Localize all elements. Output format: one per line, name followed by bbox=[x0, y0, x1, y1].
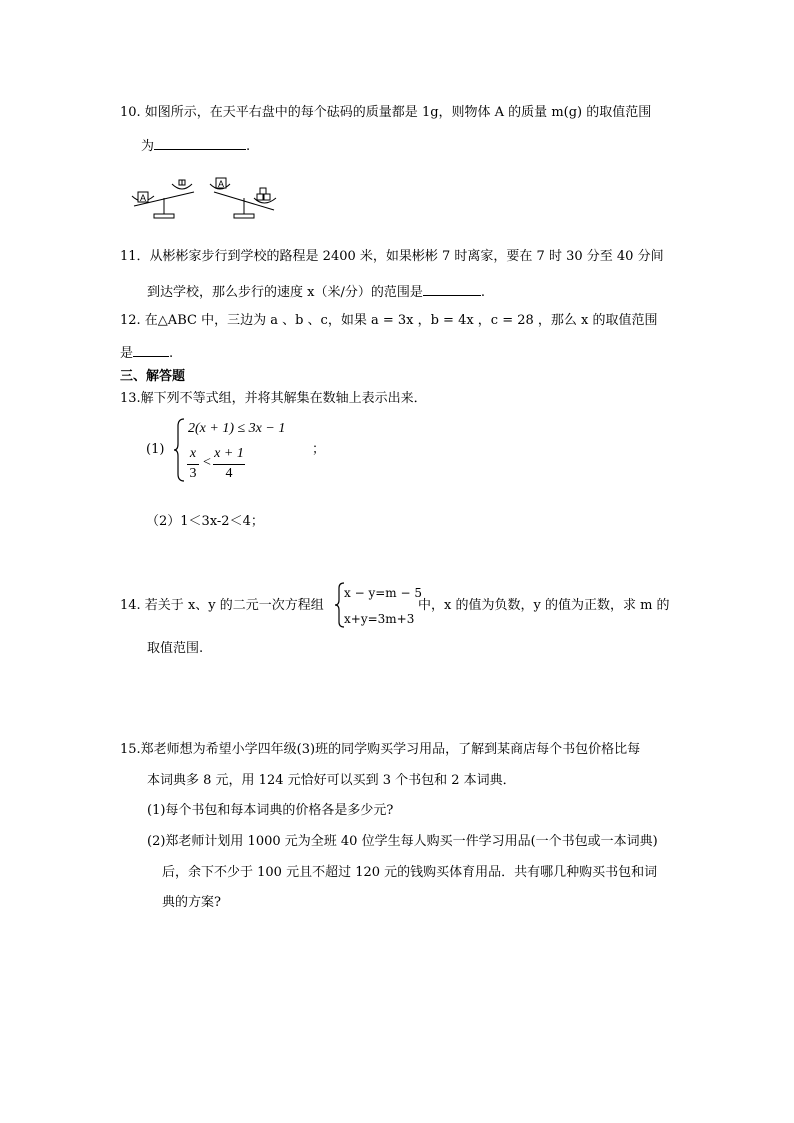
q13-part1-label: (1) bbox=[146, 442, 165, 457]
q10-line2 bbox=[141, 135, 250, 156]
q10-prefix: 为 bbox=[141, 139, 155, 154]
q11-suffix: . bbox=[480, 285, 485, 300]
q14-prefix: 14. 若关于 x、y 的二元一次方程组 bbox=[120, 598, 324, 613]
q15-sub2-line2: 后，余下不少于 100 元且不超过 120 元的钱购买体育用品．共有哪几种购买书包和词 bbox=[162, 865, 658, 880]
q13-frac-left-den: 3 bbox=[189, 466, 197, 481]
q14-equation1: x − y=m − 5 bbox=[344, 586, 422, 600]
q13-lt-sign: < bbox=[203, 455, 211, 470]
left-box-label: A bbox=[140, 193, 147, 203]
q13-frac-left-bar bbox=[187, 464, 199, 465]
q12-answer-blank bbox=[133, 342, 169, 357]
q12-line1: 12. 在△ABC 中，三边为 a 、b 、c，如果 a = 3x ，b = 4x ，c = 28 ，那么 x 的取值范围 bbox=[120, 313, 658, 328]
q13-part2: （2）1＜3x-2＜4； bbox=[146, 514, 264, 529]
q13-semicolon: ； bbox=[312, 442, 326, 457]
q13-frac-left-num: x bbox=[189, 446, 197, 461]
q15-line1: 15.郑老师想为希望小学四年级(3)班的同学购买学习用品，了解到某商店每个书包价格比每 bbox=[120, 742, 641, 757]
q11-prefix: 到达学校，那么步行的速度 x（米/分）的范围是 bbox=[147, 285, 423, 300]
q13-equation1: 2(x + 1) ≤ 3x − 1 bbox=[188, 421, 286, 436]
q13-system-brace bbox=[174, 418, 186, 482]
q13-frac-right-num: x + 1 bbox=[214, 446, 244, 461]
q12-line2 bbox=[120, 342, 173, 363]
q13-frac-right-den: 4 bbox=[225, 466, 233, 481]
q10-answer-blank bbox=[154, 135, 246, 150]
q11-answer-blank bbox=[423, 281, 481, 296]
right-box-label: A bbox=[218, 179, 225, 189]
q14-equation2: x+y=3m+3 bbox=[344, 612, 415, 626]
q15-sub2-line1: (2)郑老师计划用 1000 元为全班 40 位学生每人购买一件学习用品(一个书包或一本词典) bbox=[147, 834, 658, 849]
q11-line2 bbox=[147, 281, 485, 302]
q15-sub1: (1)每个书包和每本词典的价格各是多少元? bbox=[147, 803, 394, 818]
q10-suffix: . bbox=[246, 139, 251, 154]
q14-suffix: 中，x 的值为负数，y 的值为正数，求 m 的 bbox=[418, 598, 670, 613]
q15-line2: 本词典多 8 元，用 124 元恰好可以买到 3 个书包和 2 本词典． bbox=[147, 773, 516, 788]
q11-line1: 11．从彬彬家步行到学校的路程是 2400 米，如果彬彬 7 时离家，要在 7 时 30 分至 40 分间 bbox=[120, 249, 664, 264]
q12-suffix: . bbox=[169, 346, 174, 361]
q10-line1: 10. 如图所示，在天平右盘中的每个砝码的质量都是 1g，则物体 A 的质量 m(g) 的取值范围 bbox=[120, 105, 652, 120]
q14-line2: 取值范围. bbox=[147, 641, 204, 656]
q13-stem: 13.解下列不等式组，并将其解集在数轴上表示出来． bbox=[120, 391, 427, 406]
q15-sub2-line3: 典的方案? bbox=[162, 895, 221, 910]
balance-scale-figure bbox=[130, 176, 280, 230]
q13-frac-right-bar bbox=[213, 464, 245, 465]
q12-prefix: 是 bbox=[120, 346, 134, 361]
section-title: 三、解答题 bbox=[120, 369, 186, 384]
